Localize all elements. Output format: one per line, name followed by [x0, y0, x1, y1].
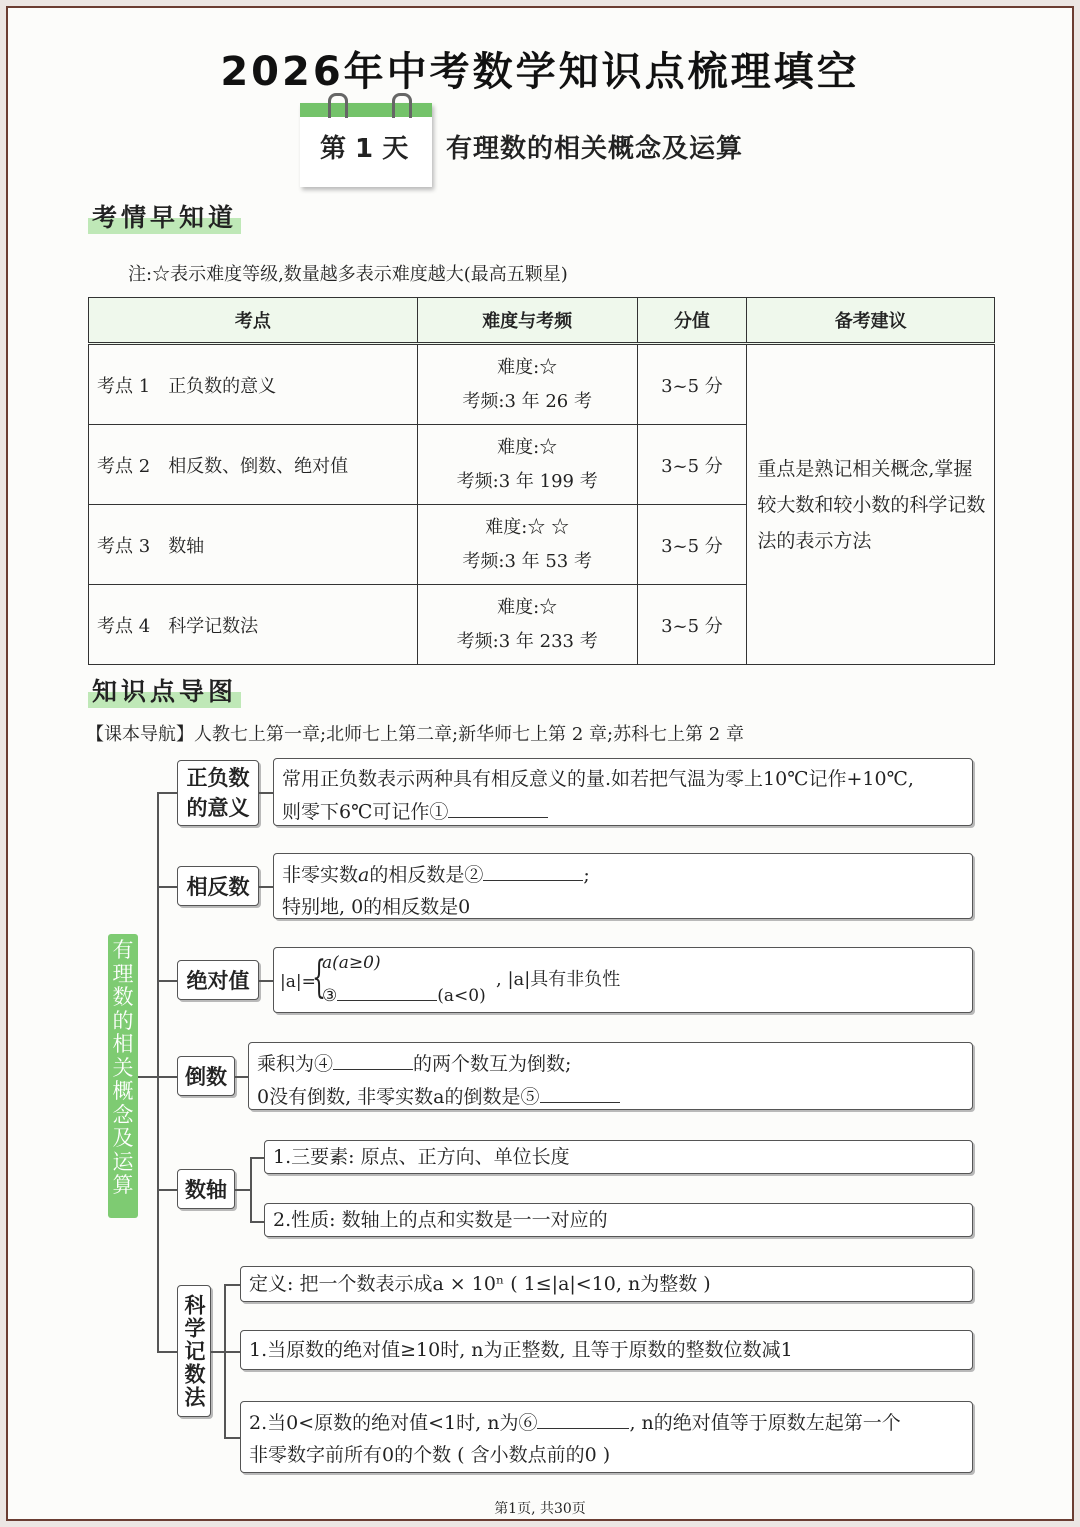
content-text: 特别地, 0的相反数是0 [282, 896, 471, 918]
day-label: 第 1 天 [320, 134, 409, 164]
content-text: 乘积为④ [257, 1053, 334, 1075]
blank-6 [537, 1406, 629, 1429]
content-box-absolute [273, 947, 973, 1013]
difficulty-note: 注:☆表示难度等级,数量越多表示难度越大(最高五颗星) [128, 264, 568, 285]
difficulty-cell: 难度:☆ 考频:3 年 233 考 [417, 585, 637, 665]
binder-ring-icon [328, 93, 348, 118]
connector [224, 1437, 240, 1439]
connector [235, 1076, 248, 1078]
connector [157, 886, 177, 888]
content-text: 则零下6℃可记作① [282, 801, 449, 823]
exam-point-cell: 考点 2 相反数、倒数、绝对值 [89, 425, 418, 505]
score-cell: 3~5 分 [637, 505, 747, 585]
connector [224, 1284, 226, 1438]
node-number-line: 数轴 [177, 1169, 235, 1209]
connector [157, 1351, 177, 1353]
day-subtitle: 有理数的相关概念及运算 [446, 134, 744, 164]
node-label: 正负数 [186, 766, 250, 790]
binder-ring-icon [392, 93, 412, 118]
content-box-sci-definition: 定义: 把一个数表示成a × 10ⁿ ( 1≤|a|<10, n为整数 ) [240, 1266, 973, 1302]
content-text: , n的绝对值等于原数左起第一个 [629, 1412, 901, 1434]
blank-2 [483, 858, 583, 881]
connector [259, 980, 273, 982]
col-header: 分值 [637, 298, 747, 344]
content-text: 非零实数 [282, 864, 359, 886]
case-2: ③ (a<0) [322, 982, 486, 1009]
connector [250, 1221, 264, 1223]
col-header: 考点 [89, 298, 418, 344]
abs-expression: |a|= [280, 972, 316, 992]
connector [224, 1284, 240, 1286]
exam-point-cell: 考点 1 正负数的意义 [89, 344, 418, 425]
content-box-reciprocal [248, 1042, 973, 1110]
connector [250, 1157, 264, 1159]
connector [224, 1351, 240, 1353]
page-title: 2026年中考数学知识点梳理填空 [220, 49, 860, 95]
connector [138, 1076, 158, 1078]
textbook-nav: 【课本导航】人教七上第一章;北师七上第二章;新华师七上第 2 章;苏科七上第 2 章 [86, 724, 744, 745]
content-text: 的相反数是② [369, 864, 484, 886]
advice-cell: 重点是熟记相关概念,掌握较大数和较小数的科学记数法的表示方法 [747, 344, 995, 665]
difficulty-cell: 难度:☆ 考频:3 年 199 考 [417, 425, 637, 505]
content-text: 的两个数互为倒数; [413, 1053, 572, 1075]
content-box-sci-rule-1: 1.当原数的绝对值≥10时, n为正整数, 且等于原数的整数位数减1 [240, 1330, 973, 1370]
content-box-pos-neg [273, 758, 973, 826]
var-a: a [358, 864, 370, 886]
node-absolute-value: 绝对值 [177, 960, 259, 1000]
content-text: 非零数字前所有0的个数 ( 含小数点前的0 ) [249, 1444, 611, 1466]
blank-1 [448, 795, 548, 818]
node-label: 的意义 [186, 796, 250, 820]
col-header: 备考建议 [747, 298, 995, 344]
blank-4 [333, 1047, 413, 1070]
connector [211, 1351, 224, 1353]
case-1: a(a≥0) [322, 953, 381, 973]
content-box-number-line-1: 1.三要素: 原点、正方向、单位长度 [264, 1140, 973, 1174]
section-heading-mindmap: 知识点导图 [88, 672, 241, 708]
section-heading-exam-info: 考情早知道 [88, 198, 241, 234]
score-cell: 3~5 分 [637, 344, 747, 425]
exam-point-cell: 考点 3 数轴 [89, 505, 418, 585]
node-reciprocal: 倒数 [177, 1056, 235, 1096]
mindmap-root: 有理数的相关概念及运算 [108, 934, 138, 1218]
difficulty-cell: 难度:☆ 考频:3 年 26 考 [417, 344, 637, 425]
connector [259, 886, 273, 888]
table-header-row [89, 298, 995, 344]
connector [235, 1189, 250, 1191]
connector [157, 980, 177, 982]
trunk-line [157, 792, 159, 1351]
connector [157, 1076, 177, 1078]
connector [259, 792, 273, 794]
content-text: ; [583, 864, 590, 886]
connector [157, 792, 177, 794]
node-scientific-notation: 科学记数法 [177, 1285, 211, 1417]
score-cell: 3~5 分 [637, 425, 747, 505]
col-header: 难度与考频 [417, 298, 637, 344]
score-cell: 3~5 分 [637, 585, 747, 665]
content-box-number-line-2: 2.性质: 数轴上的点和实数是一一对应的 [264, 1203, 973, 1237]
node-opposite: 相反数 [177, 866, 259, 906]
page-footer: 第1页, 共30页 [494, 1501, 586, 1517]
difficulty-cell: 难度:☆ ☆ 考频:3 年 53 考 [417, 505, 637, 585]
content-box-sci-rule-2 [240, 1401, 973, 1473]
content-text: 0没有倒数, 非零实数a的倒数是⑤ [257, 1086, 540, 1108]
node-pos-neg-meaning [177, 760, 259, 826]
content-text: 常用正负数表示两种具有相反意义的量.如若把气温为零上10℃记作+10℃, [282, 768, 914, 790]
table-row [89, 344, 995, 425]
exam-point-cell: 考点 4 科学记数法 [89, 585, 418, 665]
content-box-opposite [273, 853, 973, 919]
connector [250, 1157, 252, 1221]
content-text: , |a|具有非负性 [496, 969, 621, 990]
content-text: 2.当0<原数的绝对值<1时, n为⑥ [249, 1412, 538, 1434]
connector [157, 1189, 177, 1191]
brace-icon: { [312, 952, 326, 1003]
blank-5 [540, 1080, 620, 1103]
exam-points-table [88, 297, 995, 665]
